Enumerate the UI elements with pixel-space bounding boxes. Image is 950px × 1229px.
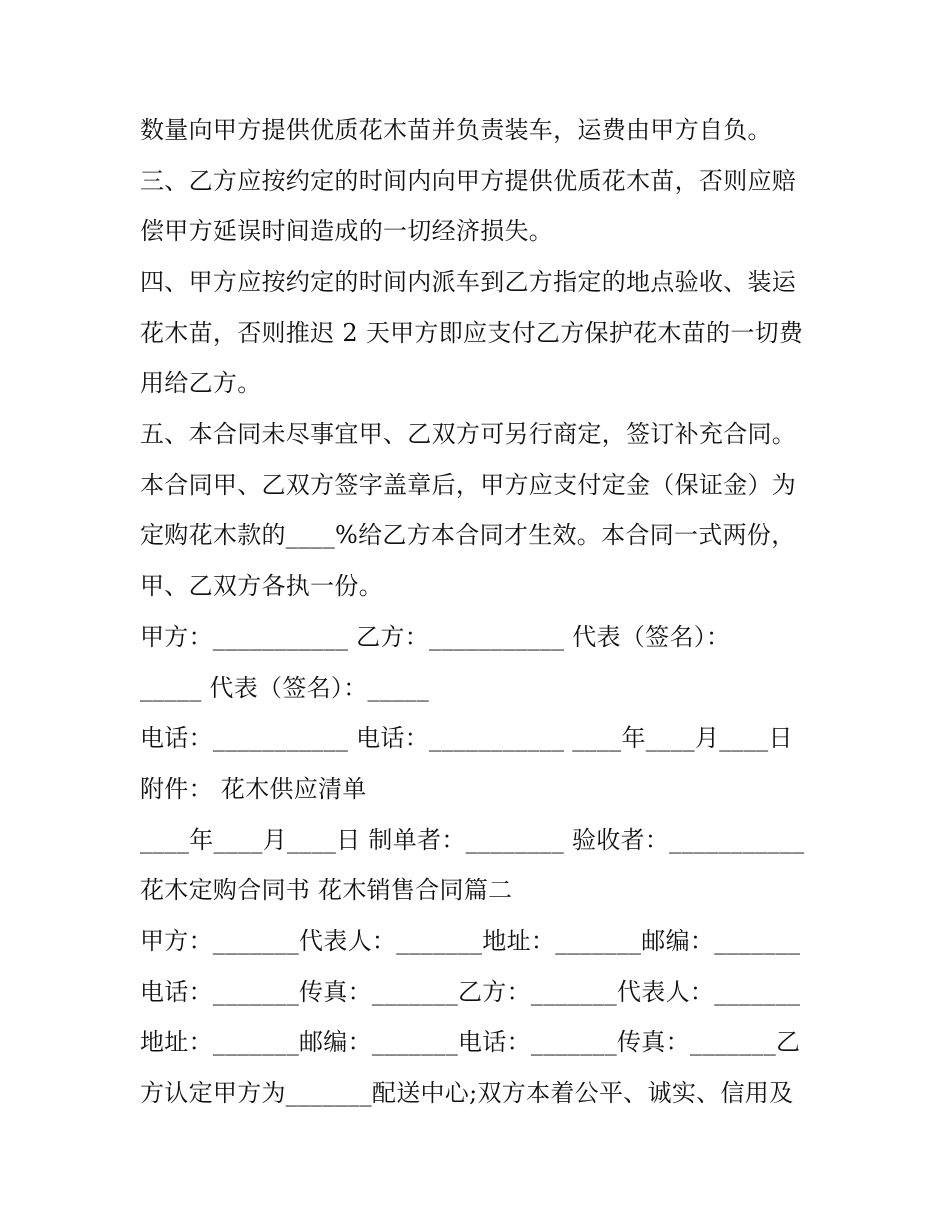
party-info-line: 地址：_______邮编：_______电话：_______传真：_______乙 [140,1028,801,1056]
text-line: 用给乙方。 [140,369,262,397]
attachment-line: 附件： 花木供应清单 [140,775,367,803]
text-line: 甲、乙双方各执一份。 [140,572,383,600]
text-line: 四、甲方应按约定的时间内派车到乙方指定的地点验收、装运 [140,268,797,296]
party-info-line: 甲方：_______代表人：_______地址：_______邮编：_______ [140,927,801,955]
text-line: 方认定甲方为_______配送中心;双方本着公平、诚实、信用及 [140,1079,794,1107]
phone-date-line: 电话：___________ 电话：___________ ____年____月____日 [140,724,793,752]
text-line: 三、乙方应按约定的时间内向甲方提供优质花木苗，否则应赔 [140,167,797,195]
text-line: 本合同甲、乙双方签字盖章后，甲方应支付定金（保证金）为 [140,471,797,499]
date-signers-line: ____年____月____日 制单者：________ 验收者：___________ [140,826,805,854]
text-line: 定购花木款的____%给乙方本合同才生效。本合同一式两份， [140,521,796,549]
text-line: 花木苗，否则推迟 2 天甲方即应支付乙方保护花木苗的一切费 [140,319,804,347]
text-line: 五、本合同未尽事宜甲、乙双方可另行商定，签订补充合同。 [140,420,797,448]
party-info-line: 电话：_______传真：_______乙方：_______代表人：_______ [140,978,801,1006]
signature-line: _____ 代表（签名）：_____ [140,674,430,702]
section-heading: 花木定购合同书 花木销售合同篇二 [140,876,513,904]
text-line: 数量向甲方提供优质花木苗并负责装车，运费由甲方自负。 [140,116,772,144]
signature-line: 甲方：___________ 乙方：___________ 代表（签名）： [140,623,731,651]
text-line: 偿甲方延误时间造成的一切经济损失。 [140,217,554,245]
